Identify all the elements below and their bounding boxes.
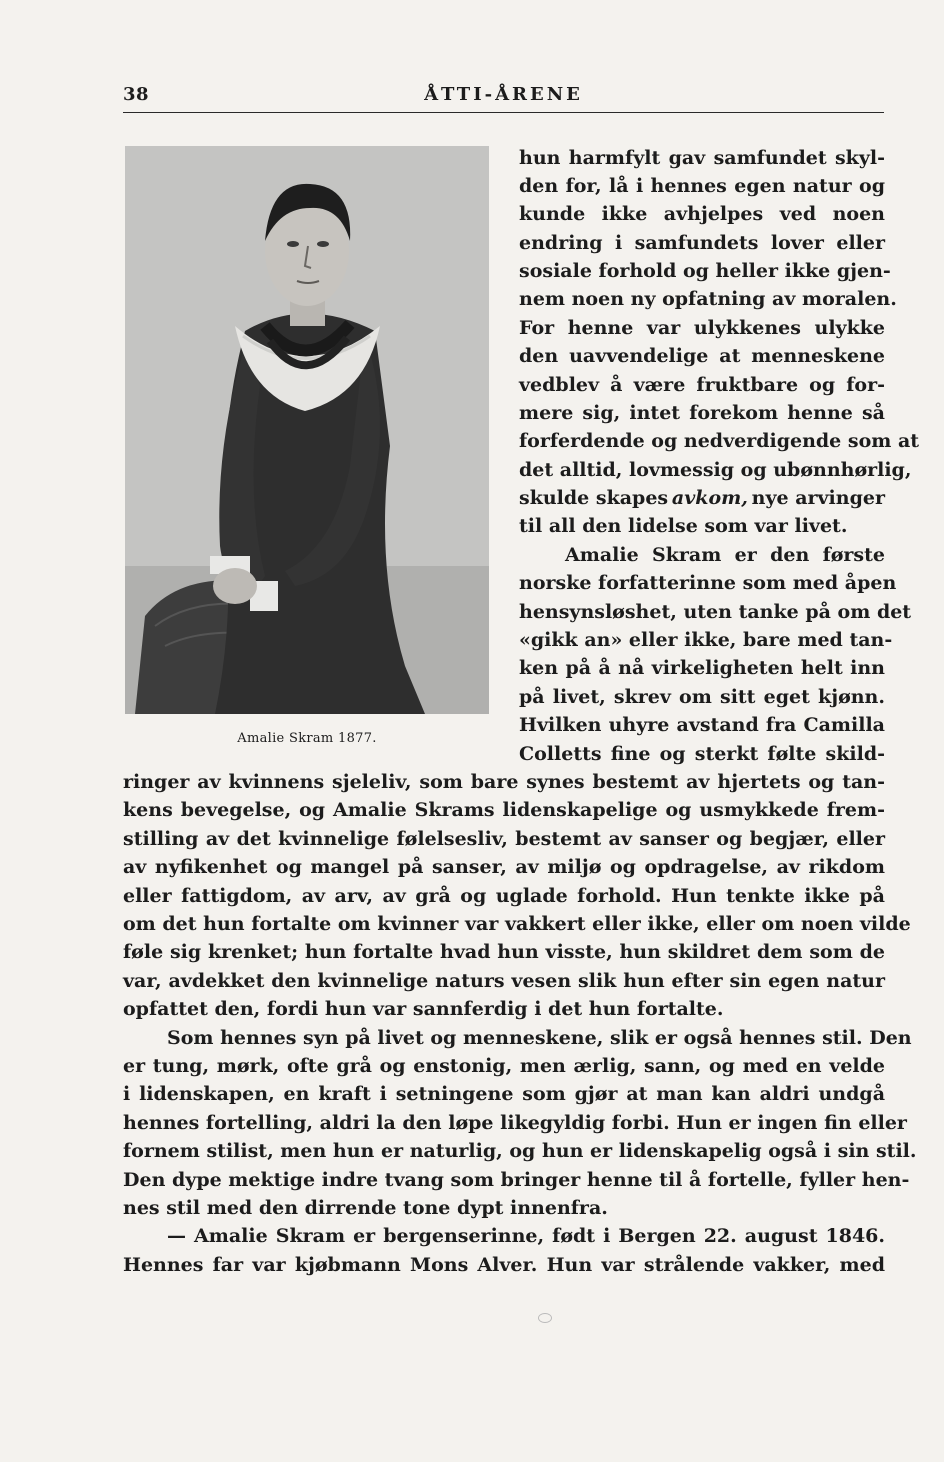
text-line: opfattet den, fordi hun var sannferdig i det hun fortalte. bbox=[123, 998, 724, 1020]
text-line: kens bevegelse, og Amalie Skrams lidenskapelige og usmykkede frem- bbox=[123, 799, 885, 821]
page-header bbox=[123, 84, 884, 113]
text-line: den uavvendelige at menneskene bbox=[519, 345, 885, 367]
text-segment: skulde skapes bbox=[519, 487, 669, 509]
text-line: er tung, mørk, ofte grå og enstonig, men ærlig, sann, og med en velde bbox=[123, 1055, 885, 1077]
text-line: sosiale forhold og heller ikke gjen- bbox=[519, 260, 891, 282]
text-line: «gikk an» eller ikke, bare med tan- bbox=[519, 629, 893, 651]
text-line: — Amalie Skram er bergenserinne, født i Bergen 22. august 1846. bbox=[167, 1225, 885, 1247]
text-line: hun harmfylt gav samfundet skyl- bbox=[519, 147, 885, 169]
text-line: hennes fortelling, aldri la den løpe likegyldig forbi. Hun er ingen fin eller bbox=[123, 1112, 907, 1134]
text-line: den for, lå i hennes egen natur og bbox=[519, 175, 885, 197]
text-line: var, avdekket den kvinnelige naturs vesen slik hun efter sin egen natur bbox=[123, 970, 885, 992]
text-line: fornem stilist, men hun er naturlig, og hun er lidenskapelig også i sin stil. bbox=[123, 1140, 917, 1162]
portrait-photo bbox=[125, 146, 489, 714]
photo-caption: Amalie Skram 1877. bbox=[237, 731, 377, 746]
running-head: ÅTTI-ÅRENE bbox=[424, 84, 583, 105]
text-line: Som hennes syn på livet og menneskene, slik er også hennes stil. Den bbox=[167, 1027, 912, 1049]
text-line: om det hun fortalte om kvinner var vakkert eller ikke, eller om noen vilde bbox=[123, 913, 911, 935]
text-line: Hvilken uhyre avstand fra Camilla bbox=[519, 714, 885, 736]
text-line: eller fattigdom, av arv, av grå og uglade forhold. Hun tenkte ikke på bbox=[123, 885, 885, 907]
text-line: nes stil med den dirrende tone dypt innenfra. bbox=[123, 1197, 608, 1219]
text-line: norske forfatterinne som med åpen bbox=[519, 572, 897, 594]
text-line bbox=[519, 484, 885, 512]
text-line: i lidenskapen, en kraft i setningene som gjør at man kan aldri undgå bbox=[123, 1083, 885, 1105]
text-line: av nyfikenhet og mangel på sanser, av miljø og opdragelse, av rikdom bbox=[123, 856, 885, 878]
text-line: stilling av det kvinnelige følelsesliv, bestemt av sanser og begjær, eller bbox=[123, 828, 885, 850]
text-line: ringer av kvinnens sjeleliv, som bare synes bestemt av hjertets og tan- bbox=[123, 771, 885, 793]
text-line: endring i samfundets lover eller bbox=[519, 232, 885, 254]
emphasized-word: avkom, bbox=[671, 487, 748, 509]
text-line: ken på å nå virkeligheten helt inn bbox=[519, 657, 885, 679]
paper-blemish bbox=[538, 1313, 552, 1323]
text-line: forferdende og nedverdigende som at bbox=[519, 430, 920, 452]
text-line: Amalie Skram er den første bbox=[565, 544, 885, 566]
text-segment: nye arvinger bbox=[751, 487, 885, 509]
text-line: føle sig krenket; hun fortalte hvad hun visste, hun skildret dem som de bbox=[123, 941, 885, 963]
text-line: Den dype mektige indre tvang som bringer henne til å fortelle, fyller hen- bbox=[123, 1169, 910, 1191]
text-line: Colletts fine og sterkt følte skild- bbox=[519, 743, 885, 765]
text-line: kunde ikke avhjelpes ved noen bbox=[519, 203, 885, 225]
text-line: nem noen ny opfatning av moralen. bbox=[519, 288, 897, 310]
text-line: vedblev å være fruktbare og for- bbox=[519, 374, 885, 396]
text-line: hensynsløshet, uten tanke på om det bbox=[519, 601, 912, 623]
text-line: mere sig, intet forekom henne så bbox=[519, 402, 885, 424]
text-line: til all den lidelse som var livet. bbox=[519, 515, 848, 537]
text-line: Hennes far var kjøbmann Mons Alver. Hun var strålende vakker, med bbox=[123, 1254, 885, 1276]
text-line: For henne var ulykkenes ulykke bbox=[519, 317, 885, 339]
text-line: på livet, skrev om sitt eget kjønn. bbox=[519, 686, 885, 708]
text-line: det alltid, lovmessig og ubønnhørlig, bbox=[519, 459, 912, 481]
page-number: 38 bbox=[123, 84, 150, 105]
